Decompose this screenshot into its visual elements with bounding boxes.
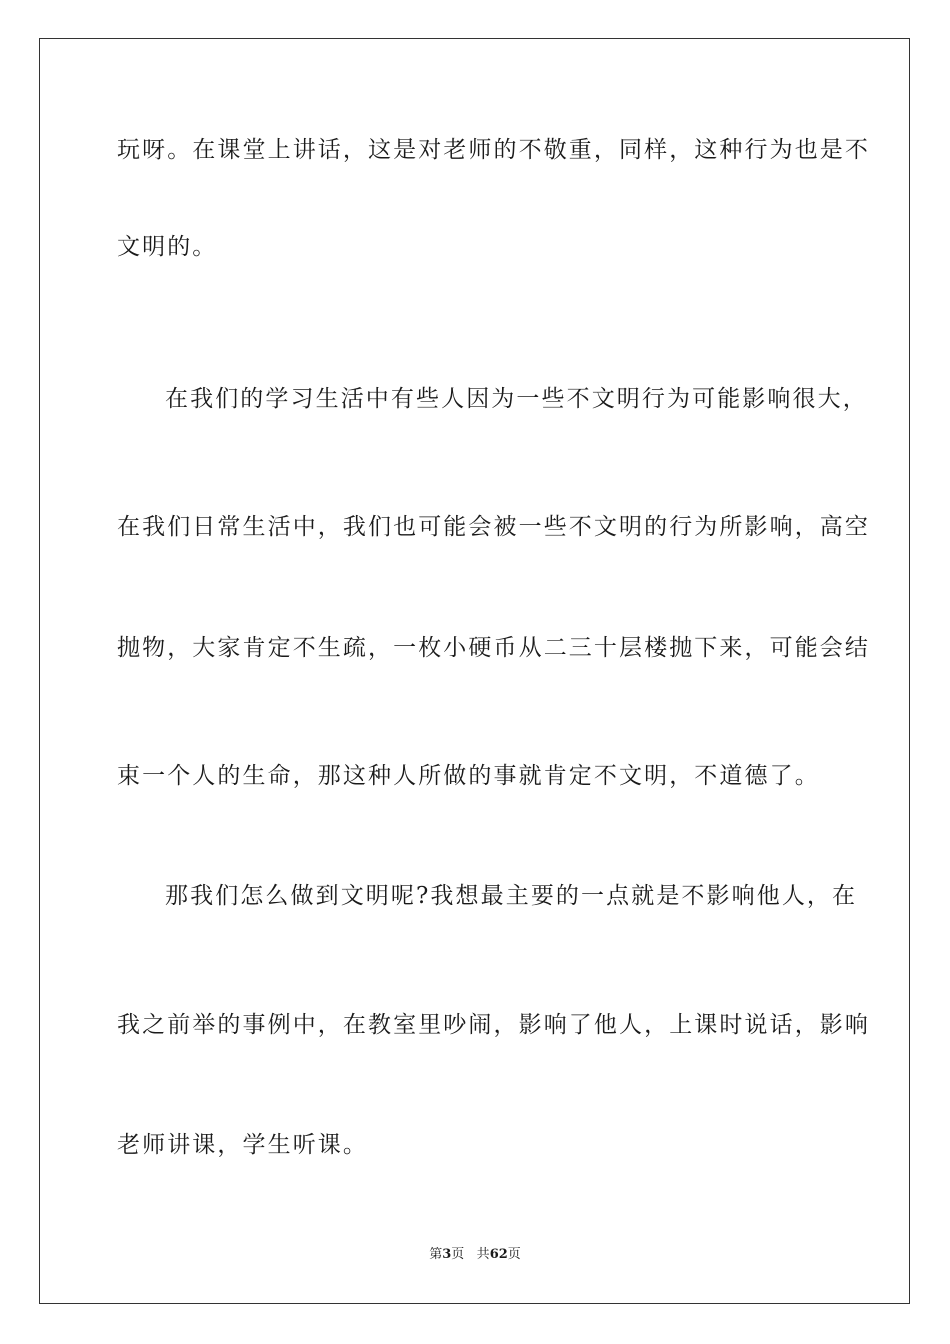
paragraph-start-line: 那我们怎么做到文明呢?我想最主要的一点就是不影响他人，在 [165,883,858,909]
page-border [39,38,910,1304]
total-pages: 62 [489,1247,508,1262]
paragraph-start-line: 在我们的学习生活中有些人因为一些不文明行为可能影响很大， [165,386,868,412]
body-text-line: 抛物，大家肯定不生疏，一枚小硬币从二三十层楼抛下来，可能会结 [117,635,870,661]
body-text-line: 在我们日常生活中，我们也可能会被一些不文明的行为所影响，高空 [117,514,870,540]
page-footer [0,1246,950,1264]
body-text-line: 老师讲课，学生听课。 [117,1132,368,1158]
body-text-line: 玩呀。在课堂上讲话，这是对老师的不敬重，同样，这种行为也是不 [117,137,870,163]
page-prefix: 第 [429,1247,443,1262]
body-text-line: 文明的。 [117,234,218,260]
page-suffix: 页 [451,1247,465,1262]
body-text-line: 束一个人的生命，那这种人所做的事就肯定不文明，不道德了。 [117,763,820,789]
total-prefix: 共 [476,1247,490,1262]
page-number: 3 [442,1247,452,1262]
body-text-line: 我之前举的事例中，在教室里吵闹，影响了他人，上课时说话，影响 [117,1012,870,1038]
total-suffix: 页 [507,1247,521,1262]
